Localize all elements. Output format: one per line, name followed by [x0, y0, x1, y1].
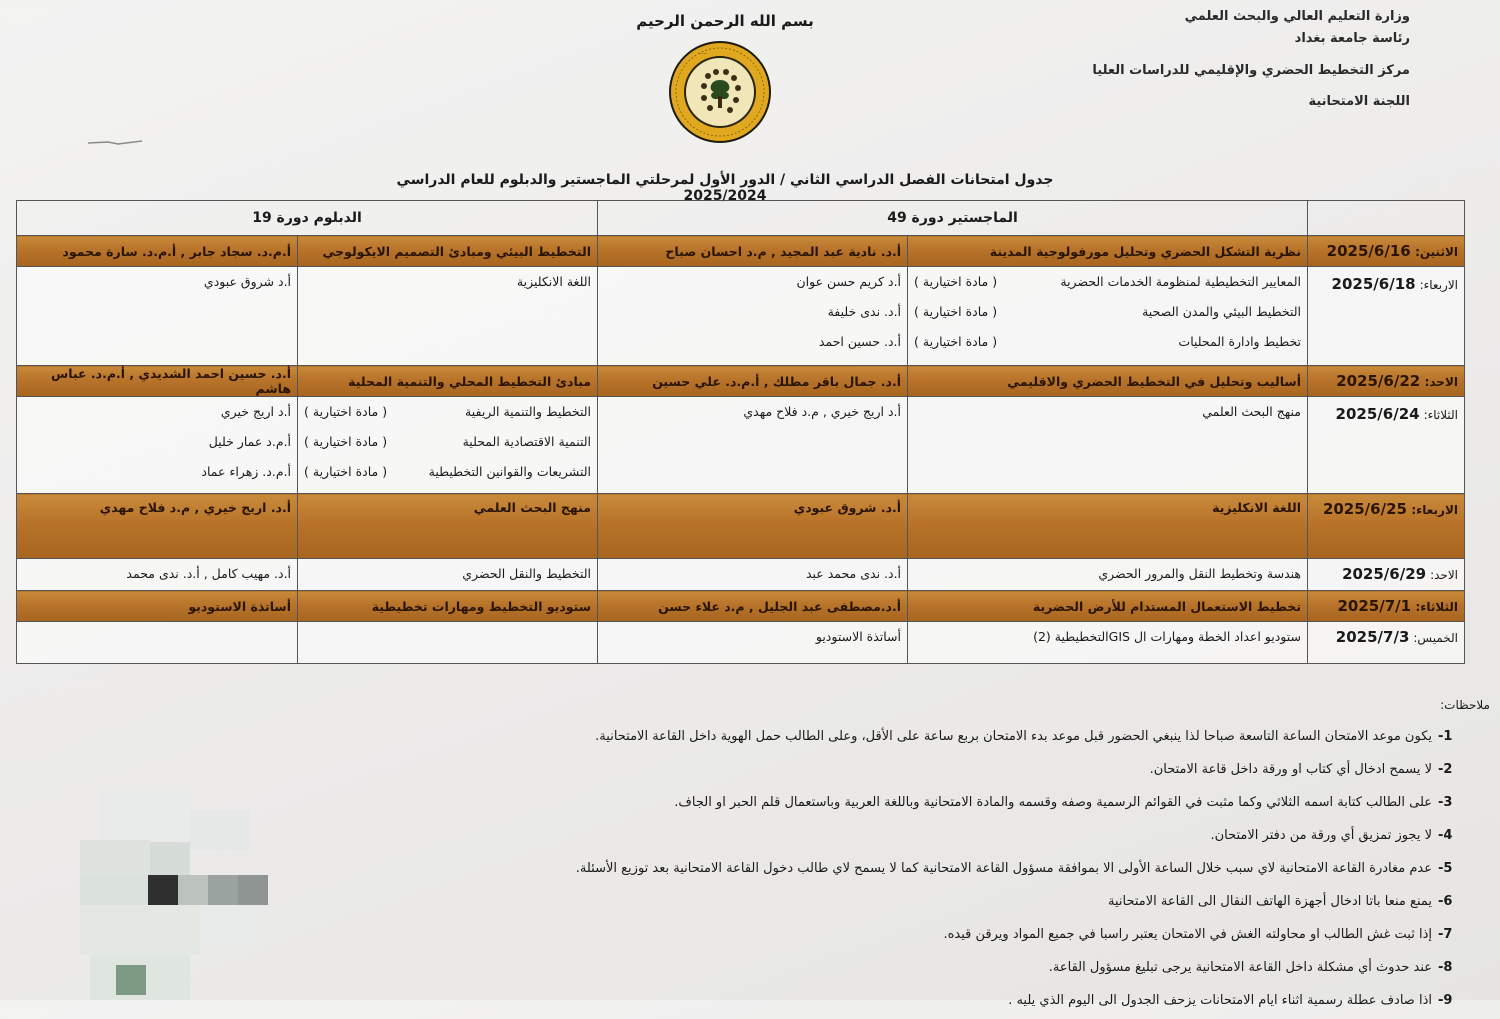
subject-name: التنمية الاقتصادية المحلية [462, 434, 592, 449]
masters-teachers [598, 267, 908, 366]
diploma-teacher: أ.د. حسين احمد الشديدي , أ.م.د. عباس هاشم [17, 366, 298, 397]
ministry-header [990, 6, 1410, 122]
table-row [17, 591, 1465, 622]
day-label: الثلاثاء: [1415, 600, 1459, 614]
table-row [17, 397, 1465, 494]
day-label: الاربعاء: [1419, 278, 1459, 292]
masters-subject: هندسة وتخطيط النقل والمرور الحضري [908, 559, 1308, 591]
diploma-subject: التخطيط البيئي ومبادئ التصميم الايكولوجي [298, 236, 598, 267]
table-row [17, 267, 1465, 366]
note-text: لا يجوز تمزيق أي ورقة من دفتر الامتحان. [1210, 828, 1432, 843]
masters-teacher: أساتذة الاستوديو [598, 622, 908, 664]
teacher-name: أ.د. حسين احمد [818, 334, 902, 349]
note-text: اذا صادف عطلة رسمية اثناء ايام الامتحانات يزحف الجدول الى اليوم الذي يليه . [1008, 993, 1432, 1008]
note-item [412, 821, 1453, 854]
exam-date: 2025/6/18 [1331, 275, 1416, 293]
masters-header: الماجستير دورة 49 [598, 201, 1308, 236]
note-item [412, 986, 1453, 1019]
diploma-teacher: أ.د. اريج خيري , م.د فلاح مهدي [17, 494, 298, 559]
diploma-subject: مبادئ التخطيط المحلي والتنمية المحلية [298, 366, 598, 397]
day-label: الثلاثاء: [1423, 408, 1459, 422]
exam-date: 2025/6/22 [1336, 372, 1421, 390]
subject-name: تخطيط وادارة المحليات [1178, 334, 1302, 349]
note-text: عدم مغادرة القاعة الامتحانية لاي سبب خلال الساعة الأولى الا بموافقة مسؤول القاعة الامتحانية كما لا يسمح لاي طالب دخول القاعة الامتحانية بعد توزيع الأسئلة. [575, 861, 1432, 876]
subject-name: التشريعات والقوانين التخطيطية [428, 464, 592, 479]
note-item [412, 788, 1453, 821]
note-text: يمنع منعا باتا ادخال أجهزة الهاتف النقال الى القاعة الامتحانية [1107, 894, 1432, 909]
subject-name: المعايير التخطيطية لمنظومة الخدمات الحضرية [1060, 274, 1302, 289]
note-text: عند حدوث أي مشكلة داخل القاعة الامتحانية يرجى تبليغ مسؤول القاعة. [1048, 960, 1432, 975]
elective-label: ( مادة اختيارية ) [914, 334, 998, 349]
table-row [17, 236, 1465, 267]
masters-subjects [908, 267, 1308, 366]
diploma-teacher: أ.د. مهيب كامل , أ.د. ندى محمد [17, 559, 298, 591]
university-seal-icon [668, 40, 772, 144]
faint-mark [88, 138, 142, 146]
masters-subject: نظرية التشكل الحضري وتحليل مورفولوجية المدينة [908, 236, 1308, 267]
masters-subject: اللغة الانكليزية [908, 494, 1308, 559]
day-label: الاثنين: [1415, 245, 1459, 259]
masters-teacher: أ.د.مصطفى عبد الجليل , م.د علاء حسن [598, 591, 908, 622]
exam-schedule-table [16, 200, 1465, 664]
date-cell [1308, 366, 1465, 397]
diploma-header: الدبلوم دورة 19 [17, 201, 598, 236]
date-cell [1308, 236, 1465, 267]
table-row [17, 559, 1465, 591]
subject-line [914, 267, 1301, 297]
diploma-teacher: أساتذة الاستوديو [17, 591, 298, 622]
note-number: 5- [1438, 861, 1453, 876]
elective-label: ( مادة اختيارية ) [304, 404, 388, 419]
subject-name: التخطيط والتنمية الريفية [465, 404, 592, 419]
diploma-teacher: أ.م.د. سجاد جابر , أ.م.د. سارة محمود [17, 236, 298, 267]
note-number: 4- [1438, 828, 1453, 843]
exam-date: 2025/6/24 [1335, 405, 1420, 423]
elective-label: ( مادة اختيارية ) [914, 274, 998, 289]
table-row [17, 366, 1465, 397]
subject-line [304, 457, 591, 487]
diploma-teachers [17, 397, 298, 494]
masters-teacher: أ.د. جمال باقر مطلك , أ.م.د. علي حسين [598, 366, 908, 397]
masters-subject [908, 397, 1308, 494]
subject-name: اللغة الانكليزية [516, 274, 592, 289]
note-item [412, 920, 1453, 953]
date-cell [1308, 397, 1465, 494]
note-number: 3- [1438, 795, 1453, 810]
day-label: الاربعاء: [1411, 503, 1459, 517]
subject-name: منهج البحث العلمي [1202, 404, 1302, 419]
note-item [412, 887, 1453, 920]
day-label: الاحد: [1424, 375, 1459, 389]
note-text: على الطالب كتابة اسمه الثلاثي وكما مثبت في القوائم الرسمية وصفه وقسمه والمادة الامتحانية وباللغة العربية وباستعمال قلم الحبر او الجاف. [674, 795, 1432, 810]
teacher-name: أ.د اريج خيري [220, 404, 292, 419]
teacher-name: أ.م.د. زهراء عماد [201, 464, 292, 479]
masters-subject: أساليب وتحليل في التخطيط الحضري والاقليمي [908, 366, 1308, 397]
notes-title: ملاحظات: [1440, 698, 1490, 712]
note-number: 1- [1438, 729, 1453, 744]
masters-subject: تخطيط الاستعمال المستدام للأرض الحضرية [908, 591, 1308, 622]
bismillah: بسم الله الرحمن الرحيم [636, 12, 814, 30]
schedule-title: جدول امتحانات الفصل الدراسي الثاني / الدور الأول لمرحلتي الماجستير والدبلوم للعام الدراسي 2025/2024 [396, 172, 1054, 204]
date-cell [1308, 559, 1465, 591]
elective-label: ( مادة اختيارية ) [914, 304, 998, 319]
date-cell [1308, 591, 1465, 622]
diploma-subject [298, 622, 598, 664]
exam-date: 2025/6/29 [1342, 565, 1427, 583]
diploma-teacher [17, 267, 298, 366]
note-number: 6- [1438, 894, 1453, 909]
diploma-subject: منهج البحث العلمي [298, 494, 598, 559]
masters-subject: ستوديو اعداد الخطة ومهارات ال GISالتخطيطية (2) [908, 622, 1308, 664]
note-text: إذا ثبت غش الطالب او محاولته الغش في الامتحان يعتبر راسبا في جميع المواد ويرقن قيده. [943, 927, 1432, 942]
diploma-teacher [17, 622, 298, 664]
exam-date: 2025/7/3 [1335, 628, 1410, 646]
committee-name: اللجنة الامتحانية [1308, 94, 1410, 109]
teacher-name: أ.د. ندى خليفة [827, 304, 902, 319]
date-cell [1308, 622, 1465, 664]
note-item [412, 755, 1453, 788]
date-header-cell [1308, 201, 1465, 236]
diploma-subjects [298, 397, 598, 494]
teacher-name: أ.د اريج خيري , م.د فلاح مهدي [743, 404, 902, 419]
university-presidency: رئاسة جامعة بغداد [1294, 31, 1410, 46]
table-header-row [17, 201, 1465, 236]
exam-date: 2025/7/1 [1337, 597, 1412, 615]
masters-teacher: أ.د. شروق عبودي [598, 494, 908, 559]
subject-line [304, 427, 591, 457]
exam-date: 2025/6/25 [1322, 500, 1407, 518]
diploma-subject [298, 267, 598, 366]
note-number: 2- [1438, 762, 1453, 777]
elective-label: ( مادة اختيارية ) [304, 464, 388, 479]
ministry-name: وزارة التعليم العالي والبحث العلمي [1184, 9, 1410, 24]
redacted-area [70, 790, 320, 1000]
note-item [412, 722, 1453, 755]
note-item [412, 953, 1453, 986]
note-number: 9- [1438, 993, 1453, 1008]
diploma-subject: ستوديو التخطيط ومهارات تخطيطية [298, 591, 598, 622]
masters-teacher: أ.د. نادية عبد المجيد , م.د احسان صباح [598, 236, 908, 267]
subject-line [914, 297, 1301, 327]
date-cell [1308, 494, 1465, 559]
date-cell [1308, 267, 1465, 366]
masters-teacher [598, 397, 908, 494]
note-item [412, 854, 1453, 887]
note-number: 8- [1438, 960, 1453, 975]
subject-name: التخطيط البيئي والمدن الصحية [1142, 304, 1302, 319]
notes-list [412, 722, 1453, 1019]
teacher-name: أ.م.د عمار خليل [208, 434, 292, 449]
day-label: الاحد: [1430, 568, 1459, 582]
note-text: لا يسمح ادخال أي كتاب او ورقة داخل قاعة الامتحان. [1149, 762, 1432, 777]
day-label: الخميس: [1413, 631, 1459, 645]
note-text: يكون موعد الامتحان الساعة التاسعة صباحا لذا ينبغي الحضور قبل موعد بدء الامتحان بربع ساعة على الأقل، وعلى الطالب حمل الهوية داخل القاعة الامتحانية. [595, 729, 1432, 744]
elective-label: ( مادة اختيارية ) [304, 434, 388, 449]
note-number: 7- [1438, 927, 1453, 942]
table-row [17, 494, 1465, 559]
svg-text:·····: ····· [698, 51, 708, 58]
subject-line [914, 327, 1301, 357]
masters-teacher: أ.د. ندى محمد عبد [598, 559, 908, 591]
diploma-subject: التخطيط والنقل الحضري [298, 559, 598, 591]
table-row [17, 622, 1465, 664]
teacher-name: أ.د كريم حسن عوان [796, 274, 902, 289]
exam-date: 2025/6/16 [1326, 242, 1411, 260]
center-name: مركز التخطيط الحضري والإقليمي للدراسات العليا [1092, 63, 1410, 78]
teacher-name: أ.د شروق عبودي [203, 274, 292, 289]
subject-line [304, 397, 591, 427]
